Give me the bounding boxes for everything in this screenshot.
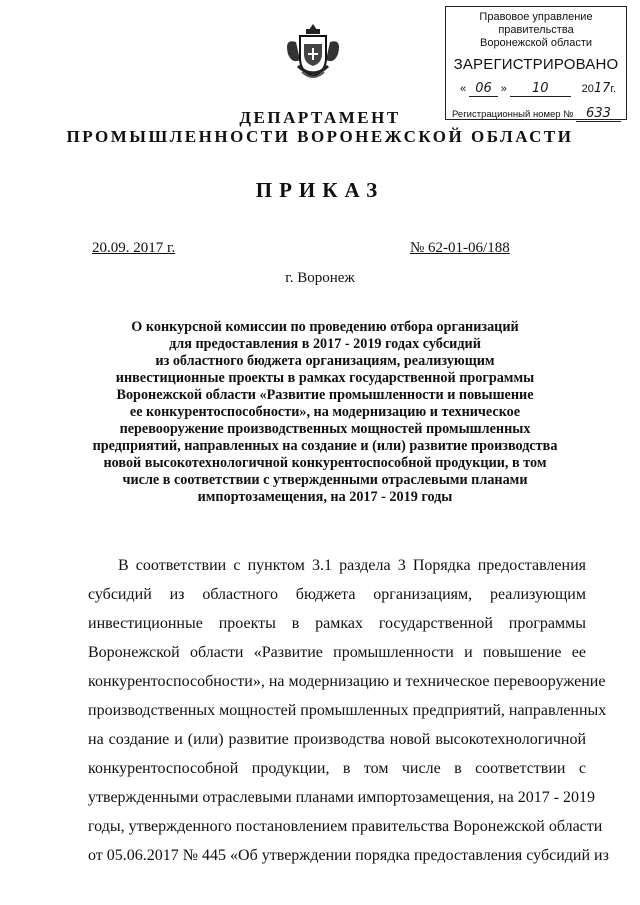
body-line: инвестиционные проекты в рамках государственной программы [88, 615, 586, 632]
registration-stamp [445, 6, 627, 120]
body-line: годы, утвержденного постановлением правительства Воронежской области [88, 818, 603, 835]
body-line: субсидий из областного бюджета организациям, реализующим [88, 586, 586, 603]
body-line: от 05.06.2017 № 445 «Об утверждении порядка предоставления субсидий из [88, 847, 609, 864]
body-line: производственных мощностей промышленных предприятий, направленных [88, 702, 607, 719]
stamp-year: 17 [593, 81, 611, 96]
stamp-month: 10 [510, 81, 571, 97]
body-line: конкурентоспособности», на модернизацию и техническое перевооружение [88, 673, 606, 690]
stamp-registration-number: Регистрационный номер № 633 [446, 106, 626, 121]
stamp-date: « 06 » 10 2017г. [460, 81, 617, 96]
order-title [90, 319, 560, 506]
department-title-line1: ДЕПАРТАМЕНТ [239, 108, 401, 127]
order-date: 20.09. 2017 г. [92, 240, 176, 256]
title-line: новой высокотехнологичной конкурентоспособной продукции, в том [103, 455, 547, 471]
order-number: № 62-01-06/188 [410, 240, 510, 256]
title-line: числе в соответствии с утвержденными отраслевыми планами [122, 472, 528, 488]
stamp-office-line2: Воронежской области [479, 37, 592, 49]
stamp-registered-label: ЗАРЕГИСТРИРОВАНО [453, 56, 619, 73]
title-line: предприятий, направленных на создание и (или) развитие производства [92, 438, 558, 454]
title-line: О конкурсной комиссии по проведению отбора организаций [131, 319, 519, 335]
body-line: В соответствии с пунктом 3.1 раздела 3 Порядка предоставления [118, 557, 586, 574]
title-line: Воронежской области «Развитие промышленности и повышение [116, 387, 534, 403]
title-line: ее конкурентоспособности», на модернизацию и техническое [129, 404, 521, 420]
body-line: Воронежской области «Развитие промышленности и повышение ее [88, 644, 586, 661]
stamp-office-line1: Правовое управление правительства [479, 11, 593, 36]
title-line: инвестиционные проекты в рамках государственной программы [115, 370, 535, 386]
document-type-heading: ПРИКАЗ [255, 178, 385, 202]
title-line: из областного бюджета организациям, реализующим [155, 353, 495, 369]
body-line: утвержденными отраслевыми планами импортозамещения, на 2017 - 2019 [88, 789, 596, 806]
title-line: перевооружение производственных мощностей промышленных [119, 421, 531, 437]
body-line: на создание и (или) развитие производства новой высокотехнологичной [88, 731, 586, 748]
order-city: г. Воронеж [285, 270, 355, 286]
stamp-day: 06 [469, 81, 498, 97]
department-title-line2: ПРОМЫШЛЕННОСТИ ВОРОНЕЖСКОЙ ОБЛАСТИ [66, 127, 574, 146]
title-line: импортозамещения, на 2017 - 2019 годы [197, 489, 453, 505]
order-body-paragraph [88, 551, 609, 870]
stamp-regno-value: 633 [576, 106, 621, 122]
body-line: конкурентоспособной продукции, в том числе в соответствии с [88, 760, 586, 777]
coat-of-arms-emblem [282, 20, 344, 84]
title-line: для предоставления в 2017 - 2019 годах субсидий [169, 336, 481, 352]
